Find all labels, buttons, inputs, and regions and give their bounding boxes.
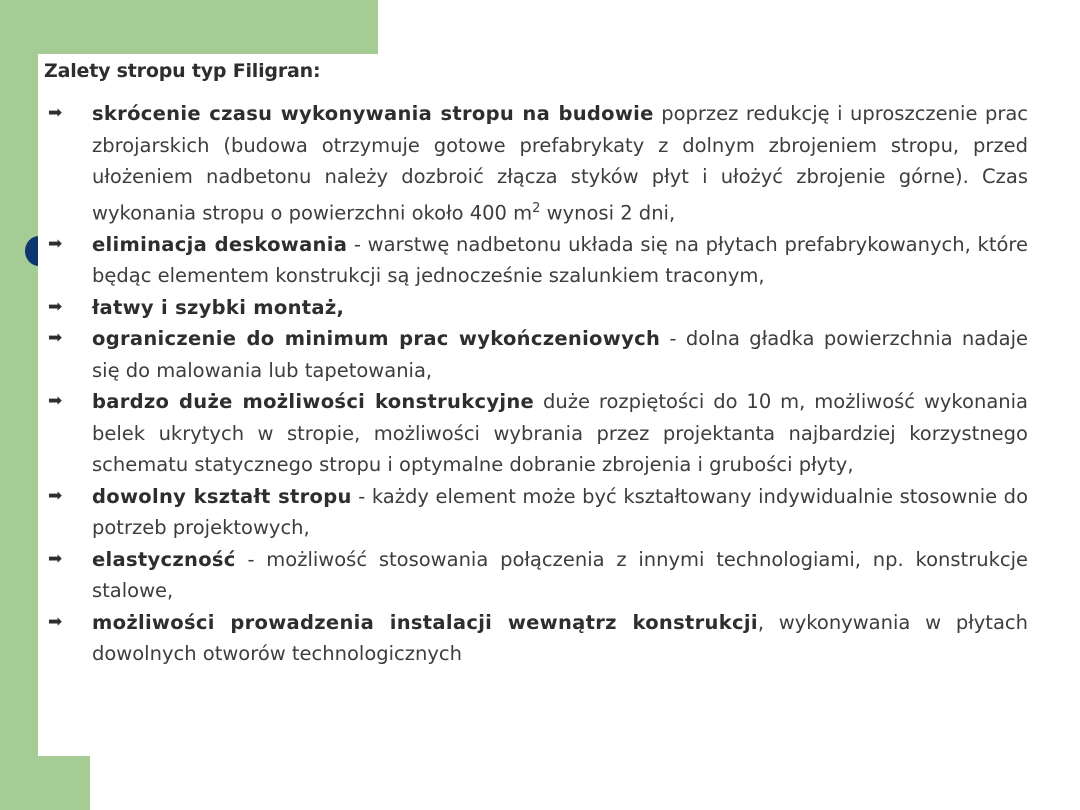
item-bold: eliminacja deskowania	[92, 232, 348, 256]
item-text: - warstwę nadbetonu układa się na płytach prefabrykowanych, które będąc elementem konstrukcji są jednocześnie szalunkiem traconym,	[92, 232, 1028, 287]
item-bold: ograniczenie do minimum prac wykończeniowych	[92, 327, 661, 350]
advantages-list	[44, 98, 1028, 670]
list-item	[44, 229, 1028, 292]
item-bold: elastyczność	[92, 547, 236, 571]
item-text: - możliwość stosowania połączenia z innymi technologiami, np. konstrukcje stalowe,	[92, 547, 1028, 602]
item-text: - dolna gładka powierzchnia nadaje się do malowania lub tapetowania,	[92, 327, 1028, 382]
item-bold: skrócenie czasu wykonywania stropu na budowie	[92, 102, 654, 125]
list-item	[44, 544, 1028, 607]
item-bold: łatwy i szybki montaż,	[92, 295, 345, 319]
item-text: duże rozpiętości do 10 m, możliwość wykonania belek ukrytych w stropie, możliwości wybrania przez projektanta najbardziej korzystnego schematu statycznego stropu i optymalne dobranie zbrojenia i grubości płyty,	[92, 390, 1028, 476]
item-bold: możliwości prowadzenia instalacji wewnątrz konstrukcji	[92, 610, 758, 634]
list-item	[44, 323, 1028, 386]
superscript: 2	[532, 200, 541, 216]
item-text: , wykonywania w płytach dowolnych otworów technologicznych	[92, 610, 1028, 665]
heading: Zalety stropu typ Filigran:	[44, 60, 321, 82]
list-item	[44, 292, 1028, 324]
arrow-icon: ➡	[48, 296, 63, 317]
arrow-icon: ➡	[48, 485, 63, 506]
item-text: poprzez redukcję i uproszczenie prac zbrojarskich (budowa otrzymuje gotowe prefabrykaty z dolnym zbrojeniem stropu, przed ułożeniem nadbetonu należy dozbroić złącza styków płyt i ułożyć zbrojenie górne). Czas wykonania stropu o powierzchni około 400 m	[92, 102, 1029, 224]
list-item	[44, 607, 1028, 670]
item-bold: bardzo duże możliwości konstrukcyjne	[92, 390, 535, 413]
arrow-icon: ➡	[48, 233, 63, 254]
scanned-text-image	[38, 54, 1038, 756]
arrow-icon: ➡	[48, 328, 63, 348]
list-item	[44, 386, 1028, 481]
arrow-icon: ➡	[48, 611, 63, 632]
arrow-icon: ➡	[48, 391, 63, 411]
list-item	[44, 98, 1028, 229]
arrow-icon: ➡	[48, 103, 63, 123]
item-text: - każdy element może być kształtowany indywidualnie stosownie do potrzeb projektowych,	[92, 484, 1028, 539]
arrow-icon: ➡	[48, 548, 63, 569]
list-item	[44, 481, 1028, 544]
item-bold: dowolny kształt stropu	[92, 484, 352, 508]
item-text: wynosi 2 dni,	[540, 201, 676, 224]
